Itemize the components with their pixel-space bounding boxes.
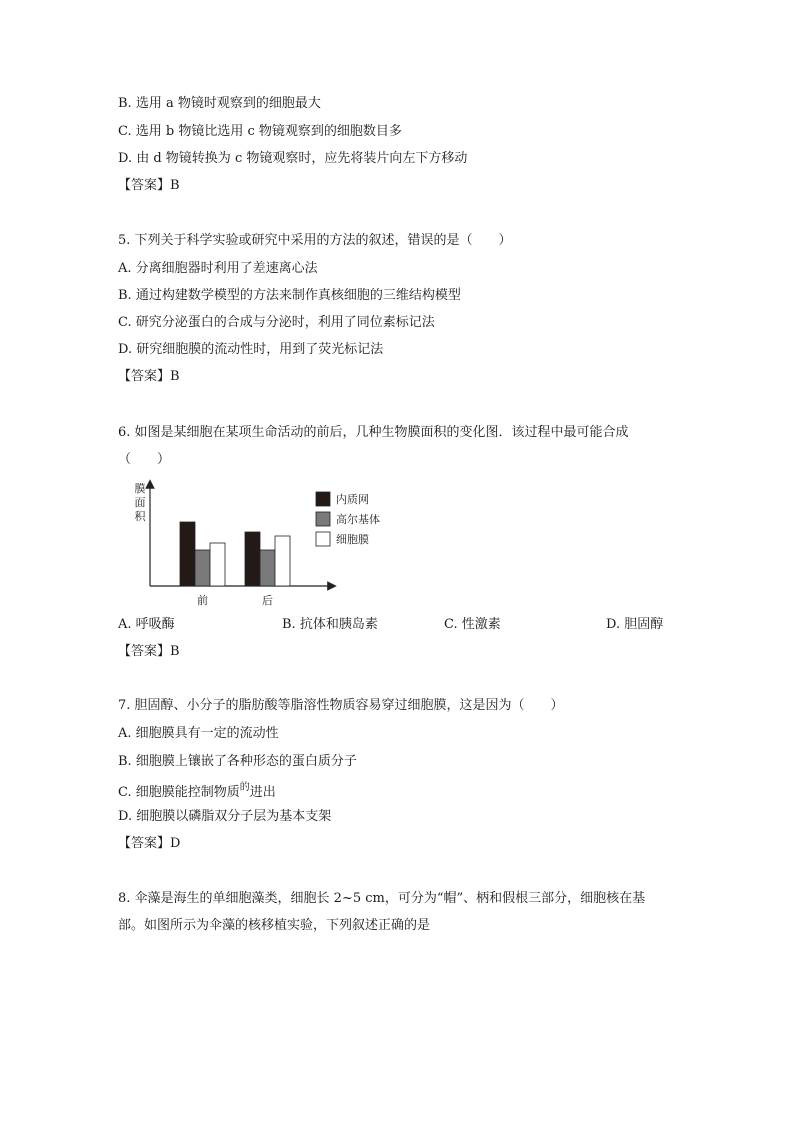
y-label-char: 面 bbox=[134, 496, 146, 509]
q7-option-a: A. 细胞膜具有一定的流动性 bbox=[118, 726, 279, 741]
q4-option-d: D. 由 d 物镜转换为 c 物镜观察时，应先将装片向左下方移动 bbox=[118, 151, 468, 166]
q6-options bbox=[118, 616, 678, 634]
bar-内质网-前 bbox=[180, 522, 195, 586]
q7-option-c-sup: 的 bbox=[239, 782, 250, 793]
bar-细胞膜-后 bbox=[275, 536, 290, 586]
q5-option-b: B. 通过构建数学模型的方法来制作真核细胞的三维结构模型 bbox=[118, 288, 461, 303]
legend-label: 高尔基体 bbox=[336, 513, 380, 526]
q7-stem: 7. 胆固醇、小分子的脂肪酸等脂溶性物质容易穿过细胞膜，这是因为（ ） bbox=[118, 698, 564, 713]
q6-stem-line1: 6. 如图是某细胞在某项生命活动的前后，几种生物膜面积的变化图．该过程中最可能合成 bbox=[118, 425, 629, 440]
q6-option-a: A. 呼吸酶 bbox=[118, 617, 175, 632]
legend-swatch bbox=[316, 532, 330, 546]
q8-stem-line1: 8. 伞藻是海生的单细胞藻类，细胞长 2~5 cm，可分为“帽”、柄和假根三部分，细胞核在基 bbox=[118, 891, 646, 906]
q6-option-c: C. 性激素 bbox=[444, 617, 501, 632]
q6-option-d: D. 胆固醇 bbox=[606, 617, 664, 632]
q6-option-b: B. 抗体和胰岛素 bbox=[282, 617, 378, 632]
legend-label: 内质网 bbox=[336, 493, 369, 506]
q7-option-c-part2: 进出 bbox=[249, 785, 276, 800]
bar-内质网-后 bbox=[245, 532, 260, 586]
bars bbox=[180, 522, 290, 586]
y-label-char: 膜 bbox=[134, 482, 146, 495]
legend-label: 细胞膜 bbox=[336, 533, 369, 546]
q7-option-c bbox=[118, 784, 276, 803]
q4-option-c: C. 选用 b 物镜比选用 c 物镜观察到的细胞数目多 bbox=[118, 124, 402, 139]
q7-answer: 【答案】D bbox=[118, 836, 181, 851]
q5-answer: 【答案】B bbox=[118, 369, 180, 384]
q6-answer: 【答案】B bbox=[118, 644, 180, 659]
y-label-char: 积 bbox=[134, 510, 146, 523]
q7-option-c-part1: C. 细胞膜能控制物质 bbox=[118, 785, 240, 800]
q6-stem-line2: （ ） bbox=[118, 452, 171, 467]
q4-option-b: B. 选用 a 物镜时观察到的细胞最大 bbox=[118, 96, 321, 111]
membrane-area-chart bbox=[118, 478, 418, 614]
legend bbox=[316, 492, 380, 546]
q5-stem: 5. 下列关于科学实验或研究中采用的方法的叙述，错误的是（ ） bbox=[118, 233, 512, 248]
x-tick-labels bbox=[197, 593, 273, 607]
bar-细胞膜-前 bbox=[210, 543, 225, 586]
legend-swatch bbox=[316, 512, 330, 526]
q7-option-d: D. 细胞膜以磷脂双分子层为基本支架 bbox=[118, 809, 332, 824]
q5-option-c: C. 研究分泌蛋白的合成与分泌时，利用了同位素标记法 bbox=[118, 315, 435, 330]
q4-answer: 【答案】B bbox=[118, 178, 180, 193]
q8-stem-line2: 部。如图所示为伞藻的核移植实验，下列叙述正确的是 bbox=[118, 918, 431, 933]
q5-option-d: D. 研究细胞膜的流动性时，用到了荧光标记法 bbox=[118, 342, 384, 357]
legend-swatch bbox=[316, 492, 330, 506]
q5-option-a: A. 分离细胞器时利用了差速离心法 bbox=[118, 261, 318, 276]
y-axis-label bbox=[135, 481, 147, 523]
q7-option-b: B. 细胞膜上镶嵌了各种形态的蛋白质分子 bbox=[118, 754, 357, 769]
x-tick-label: 后 bbox=[262, 594, 273, 607]
bar-高尔基体-前 bbox=[195, 550, 210, 586]
x-tick-label: 前 bbox=[197, 594, 208, 607]
bar-高尔基体-后 bbox=[260, 550, 275, 586]
